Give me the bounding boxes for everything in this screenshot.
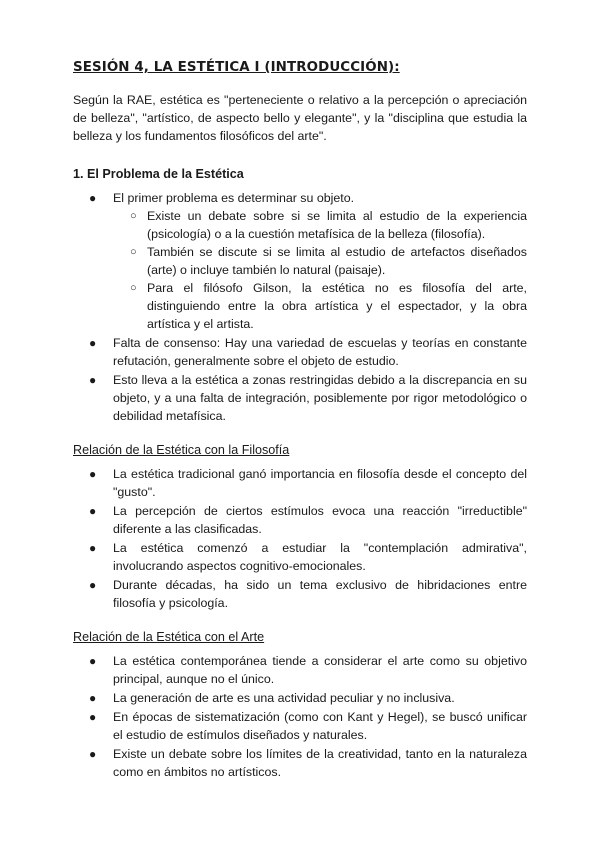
list-item bbox=[89, 652, 527, 688]
list-item bbox=[89, 745, 527, 781]
bullet-icon: ● bbox=[89, 504, 97, 518]
list-item-text: Esto lleva a la estética a zonas restringidas debido a la discrepancia en su objeto, y a una falta de integración, posiblemente por rigor metodológico o debilidad metafísica. bbox=[113, 373, 527, 423]
sub-list-item bbox=[130, 243, 527, 279]
sub-bullet-icon: ○ bbox=[130, 246, 137, 258]
bullet-icon: ● bbox=[89, 467, 97, 481]
list-item bbox=[89, 334, 527, 370]
sub-list-item-text: Existe un debate sobre si se limita al estudio de la experiencia (psicología) o a la cuestión metafísica de la belleza (filosofía). bbox=[147, 209, 527, 241]
list-item bbox=[89, 465, 527, 501]
bullet-icon: ● bbox=[89, 710, 97, 724]
sub-bullet-icon: ○ bbox=[130, 210, 137, 222]
list-item bbox=[89, 539, 527, 575]
list-item-text: Existe un debate sobre los límites de la creatividad, tanto en la naturaleza como en ámbitos no artísticos. bbox=[113, 747, 527, 779]
bullet-icon: ● bbox=[89, 373, 97, 387]
list-item bbox=[89, 576, 527, 612]
list-item bbox=[89, 502, 527, 538]
sub-bullet-list bbox=[113, 207, 527, 333]
list-item bbox=[89, 708, 527, 744]
page-title: SESIÓN 4, LA ESTÉTICA I (INTRODUCCIÓN): bbox=[73, 60, 400, 75]
list-item-text: La estética tradicional ganó importancia en filosofía desde el concepto del "gusto". bbox=[113, 467, 527, 499]
sub-list-item bbox=[130, 207, 527, 243]
list-item bbox=[89, 189, 527, 333]
list-item bbox=[89, 689, 527, 707]
list-item-text: La estética contemporánea tiende a considerar el arte como su objetivo principal, aunque no el único. bbox=[113, 654, 527, 686]
list-item-text: Falta de consenso: Hay una variedad de escuelas y teorías en constante refutación, generalmente sobre el objeto de estudio. bbox=[113, 336, 527, 368]
bullet-icon: ● bbox=[89, 336, 97, 350]
bullet-list bbox=[73, 652, 527, 781]
bullet-icon: ● bbox=[89, 578, 97, 592]
sub-bullet-icon: ○ bbox=[130, 282, 137, 294]
bullet-icon: ● bbox=[89, 654, 97, 668]
bullet-icon: ● bbox=[89, 691, 97, 705]
sub-list-item bbox=[130, 279, 527, 333]
intro-paragraph: Según la RAE, estética es "perteneciente o relativo a la percepción o apreciación de belleza", "artístico, de aspecto bello y elegante", y la "disciplina que estudia la belleza y los fundamentos filosóficos del arte". bbox=[73, 93, 527, 143]
list-item-text: La estética comenzó a estudiar la "contemplación admirativa", involucrando aspectos cognitivo-emocionales. bbox=[113, 541, 527, 573]
list-item-text: Durante décadas, ha sido un tema exclusivo de hibridaciones entre filosofía y psicología. bbox=[113, 578, 527, 610]
section-heading-arte: Relación de la Estética con el Arte bbox=[73, 630, 265, 644]
bullet-icon: ● bbox=[89, 541, 97, 555]
list-item-text: La percepción de ciertos estímulos evoca una reacción "irreductible" diferente a las clasificadas. bbox=[113, 504, 527, 536]
document-page bbox=[73, 60, 527, 797]
sub-list-item-text: También se discute si se limita al estudio de artefactos diseñados (arte) o incluye también lo natural (paisaje). bbox=[147, 245, 527, 277]
bullet-list bbox=[73, 465, 527, 612]
list-item-text: El primer problema es determinar su objeto. bbox=[113, 191, 355, 205]
list-item-text: La generación de arte es una actividad peculiar y no inclusiva. bbox=[113, 691, 455, 705]
list-item-text: En épocas de sistematización (como con Kant y Hegel), se buscó unificar el estudio de estímulos diseñados y naturales. bbox=[113, 710, 527, 742]
bullet-icon: ● bbox=[89, 191, 97, 205]
section-heading-filosofia: Relación de la Estética con la Filosofía bbox=[73, 443, 290, 457]
sub-list-item-text: Para el filósofo Gilson, la estética no es filosofía del arte, distinguiendo entre la obra artística y el espectador, y la obra artística y el artista. bbox=[147, 281, 527, 331]
bullet-icon: ● bbox=[89, 747, 97, 761]
list-item bbox=[89, 371, 527, 425]
section-heading-problema: 1. El Problema de la Estética bbox=[73, 167, 244, 181]
bullet-list bbox=[73, 189, 527, 425]
